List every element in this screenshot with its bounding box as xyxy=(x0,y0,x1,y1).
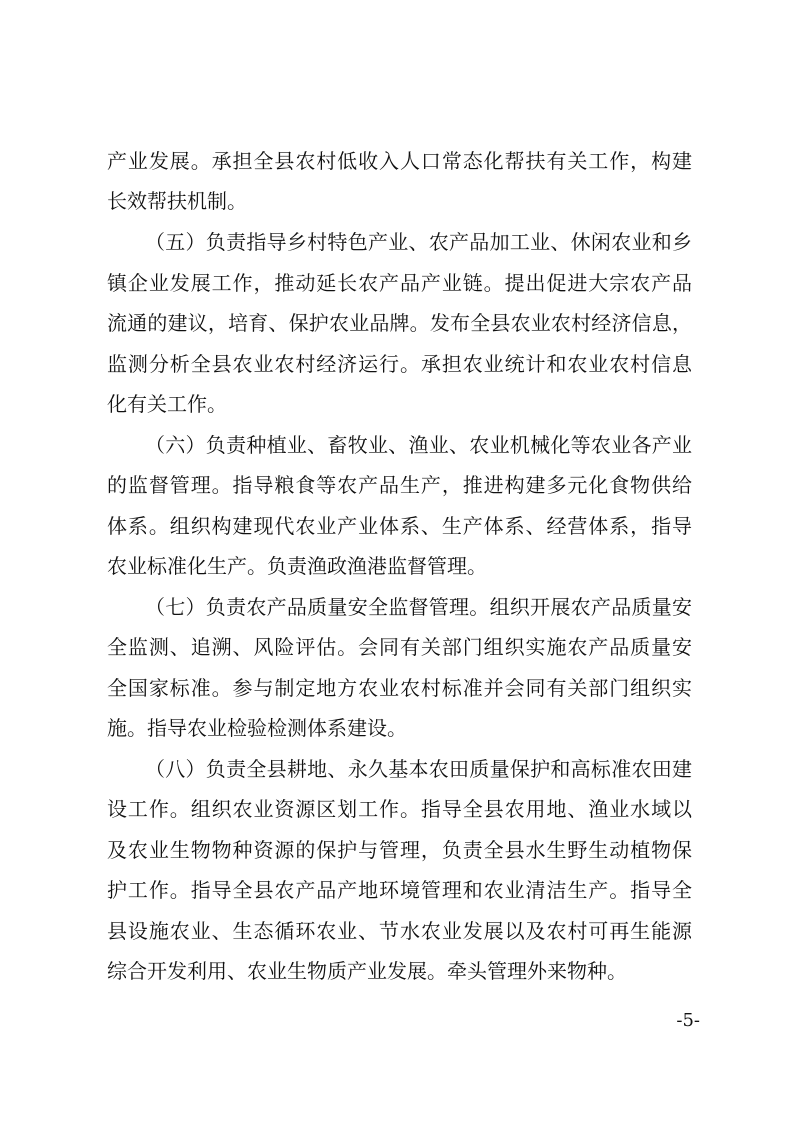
paragraph-line: 全国家标准。参与制定地方农业农村标准并会同有关部门组织实 xyxy=(107,676,692,700)
paragraph-line: 综合开发利用、农业生物质产业发展。牵头管理外来物种。 xyxy=(107,959,627,983)
paragraph-line: 流通的建议，培育、保护农业品牌。发布全县农业农村经济信息， xyxy=(107,311,692,335)
paragraph-line: 监测分析全县农业农村经济运行。承担农业统计和农业农村信息 xyxy=(107,352,692,376)
paragraph-line: 护工作。指导全县农产品产地环境管理和农业清洁生产。指导全 xyxy=(107,878,692,902)
paragraph-line: （八）负责全县耕地、永久基本农田质量保护和高标准农田建 xyxy=(145,757,692,781)
paragraph-line: 及农业生物物种资源的保护与管理，负责全县水生野生动植物保 xyxy=(107,838,692,862)
paragraph-line: 的监督管理。指导粮食等农产品生产，推进构建多元化食物供给 xyxy=(107,473,692,497)
page-number: -5- xyxy=(676,1010,700,1031)
paragraph-line: 镇企业发展工作，推动延长农产品产业链。提出促进大宗农产品 xyxy=(107,271,692,295)
paragraph-line: 施。指导农业检验检测体系建设。 xyxy=(107,716,407,740)
paragraph-line: 设工作。组织农业资源区划工作。指导全县农用地、渔业水域以 xyxy=(107,797,692,821)
paragraph-line: 化有关工作。 xyxy=(107,392,227,416)
paragraph-line: 县设施农业、生态循环农业、节水农业发展以及农村可再生能源 xyxy=(107,919,692,943)
paragraph-line: 全监测、追溯、风险评估。会同有关部门组织实施农产品质量安 xyxy=(107,635,692,659)
paragraph-line: （五）负责指导乡村特色产业、农产品加工业、休闲农业和乡 xyxy=(145,230,692,254)
paragraph-line: 体系。组织构建现代农业产业体系、生产体系、经营体系，指导 xyxy=(107,514,692,538)
paragraph-line: （六）负责种植业、畜牧业、渔业、农业机械化等农业各产业 xyxy=(145,433,692,457)
paragraph-line: （七）负责农产品质量安全监督管理。组织开展农产品质量安 xyxy=(145,595,692,619)
paragraph-line: 产业发展。承担全县农村低收入人口常态化帮扶有关工作，构建 xyxy=(107,149,692,173)
paragraph-line: 长效帮扶机制。 xyxy=(107,189,247,213)
paragraph-line: 农业标准化生产。负责渔政渔港监督管理。 xyxy=(107,554,487,578)
